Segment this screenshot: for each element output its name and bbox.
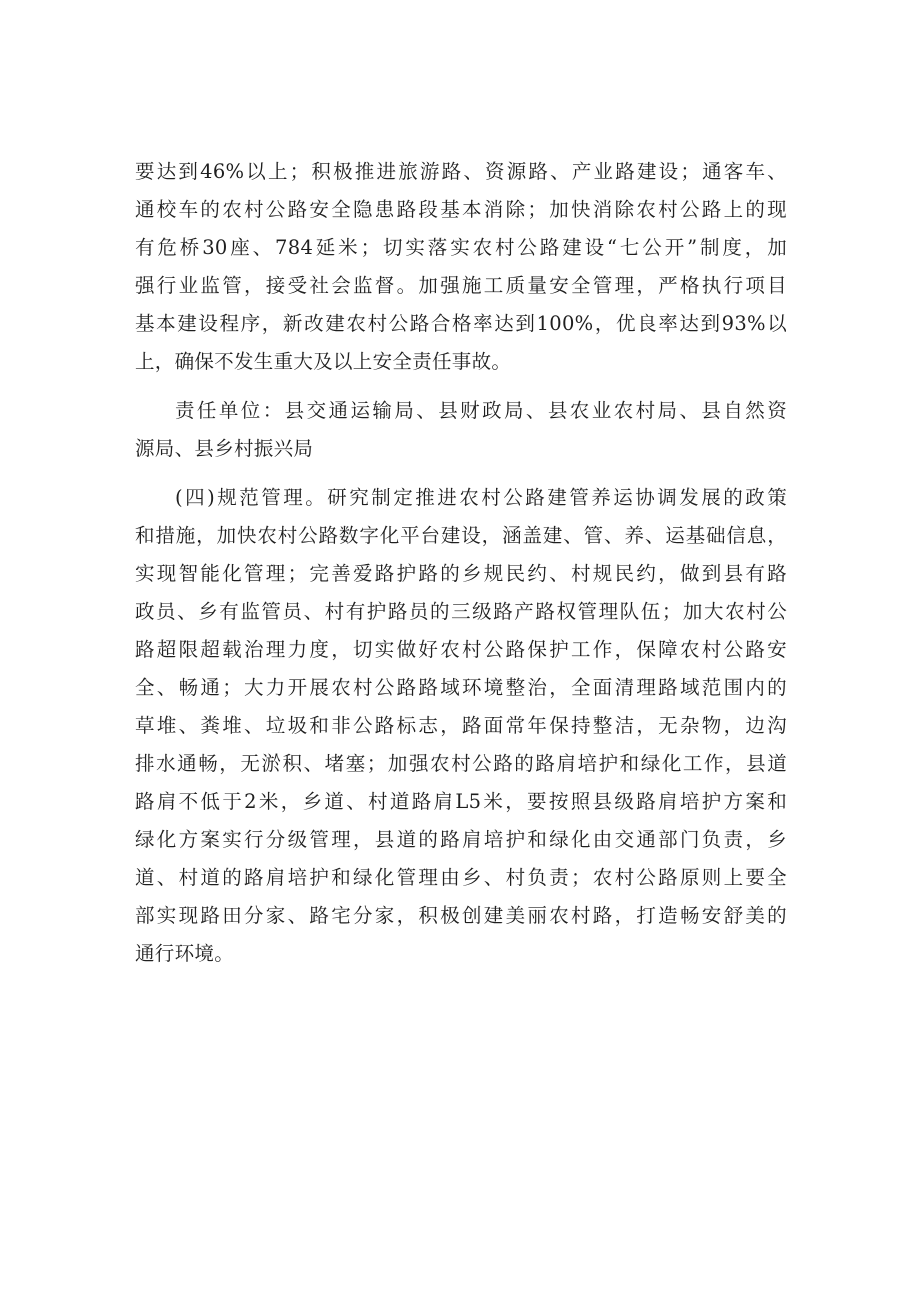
text-line: 道、村道的路肩培护和绿化管理由乡、村负责；农村公路原则上要全 bbox=[135, 866, 787, 889]
paragraph-responsible-units bbox=[135, 392, 787, 468]
text-line: 要达到46%以上；积极推进旅游路、资源路、产业路建设；通客车、 bbox=[135, 160, 787, 183]
document-body bbox=[135, 153, 787, 973]
text-line: 有危桥30座、784延米；切实落实农村公路建设“七公开”制度，加 bbox=[135, 236, 787, 259]
text-line: 强行业监管，接受社会监督。加强施工质量安全管理，严格执行项目 bbox=[135, 274, 787, 297]
text-line: 部实现路田分家、路宅分家，积极创建美丽农村路，打造畅安舒美的 bbox=[135, 904, 787, 927]
text-line: 责任单位：县交通运输局、县财政局、县农业农村局、县自然资 bbox=[175, 399, 787, 422]
paragraph-targets bbox=[135, 153, 787, 381]
text-line: 草堆、粪堆、垃圾和非公路标志，路面常年保持整洁，无杂物，边沟 bbox=[135, 714, 787, 737]
text-line: 路超限超载治理力度，切实做好农村公路保护工作，保障农村公路安 bbox=[135, 638, 787, 661]
paragraph-gap bbox=[135, 468, 787, 479]
text-line: 实现智能化管理；完善爱路护路的乡规民约、村规民约，做到县有路 bbox=[135, 562, 787, 585]
paragraph-gap bbox=[135, 381, 787, 392]
text-line: 排水通畅，无淤积、堵塞；加强农村公路的路肩培护和绿化工作，县道 bbox=[135, 752, 787, 775]
paragraph-standardized-management bbox=[135, 479, 787, 973]
text-line: 绿化方案实行分级管理，县道的路肩培护和绿化由交通部门负责，乡 bbox=[135, 828, 787, 851]
text-line: (四)规范管理。研究制定推进农村公路建管养运协调发展的政策 bbox=[175, 486, 787, 509]
text-line: 政员、乡有监管员、村有护路员的三级路产路权管理队伍；加大农村公 bbox=[135, 600, 787, 623]
text-line: 全、畅通；大力开展农村公路路域环境整治，全面清理路域范围内的 bbox=[135, 676, 787, 699]
text-line: 源局、县乡村振兴局 bbox=[135, 437, 314, 460]
text-line: 上，确保不发生重大及以上安全责任事故。 bbox=[135, 350, 512, 373]
text-line: 基本建设程序，新改建农村公路合格率达到100%，优良率达到93%以 bbox=[135, 312, 787, 335]
text-line: 通行环境。 bbox=[135, 942, 235, 965]
text-line: 路肩不低于2米，乡道、村道路肩L5米，要按照县级路肩培护方案和 bbox=[135, 790, 787, 813]
text-line: 通校车的农村公路安全隐患路段基本消除；加快消除农村公路上的现 bbox=[135, 198, 787, 221]
text-line: 和措施，加快农村公路数字化平台建设，涵盖建、管、养、运基础信息， bbox=[135, 524, 787, 547]
